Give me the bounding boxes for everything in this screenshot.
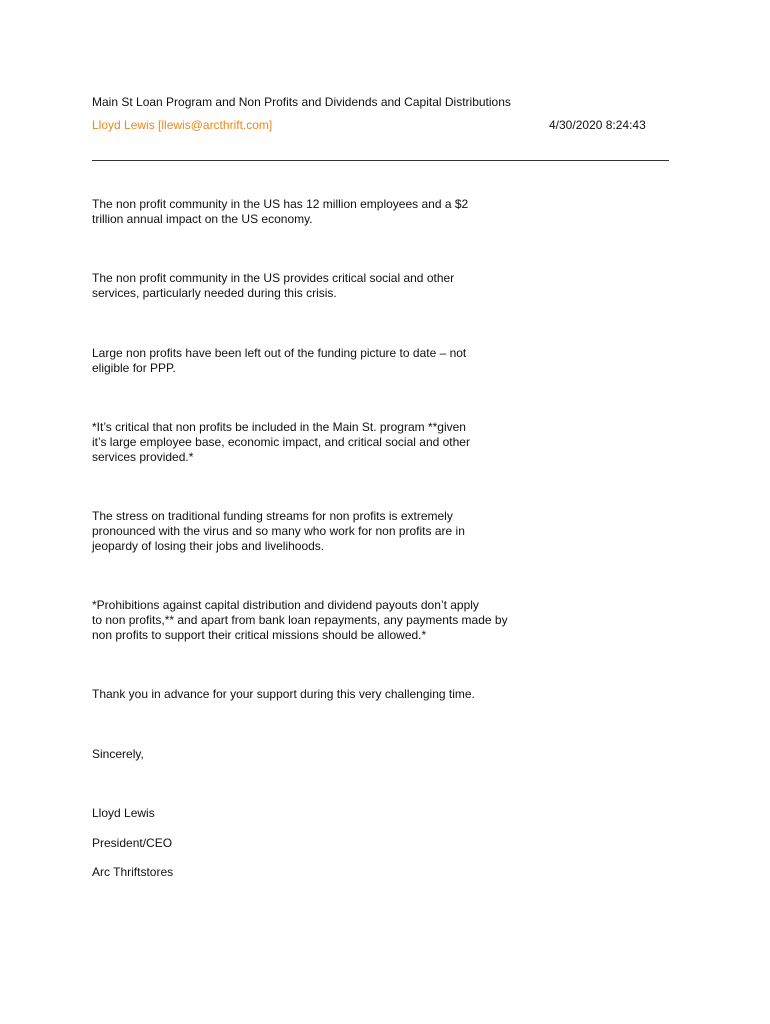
header-divider-end <box>567 160 669 161</box>
body-paragraph-1: The non profit community in the US has 12 million employees and a $2 trillion annual impact on the US economy. <box>92 197 469 226</box>
body-paragraph-4: *It’s critical that non profits be included in the Main St. program **given it’s large employee base, economic impact, and critical social and other services provided.* <box>92 420 470 464</box>
signature-organization: Arc Thriftstores <box>92 865 174 879</box>
body-paragraph-5: The stress on traditional funding streams for non profits is extremely pronounced with the virus and so many who work for non profits are in jeopardy of losing their jobs and livelihoods. <box>92 509 465 553</box>
signature-name: Lloyd Lewis <box>92 806 155 820</box>
email-subject: Main St Loan Program and Non Profits and Dividends and Capital Distributions <box>92 95 511 109</box>
body-paragraph-7: Thank you in advance for your support during this very challenging time. <box>92 687 475 701</box>
body-paragraph-6: *Prohibitions against capital distribution and dividend payouts don’t apply to non profits,** and apart from bank loan repayments, any payments made by non profits to support their critical missions should be allowed.* <box>92 598 508 642</box>
signature-title: President/CEO <box>92 836 173 850</box>
body-paragraph-2: The non profit community in the US provides critical social and other services, particularly needed during this crisis. <box>92 271 455 300</box>
closing-line: Sincerely, <box>92 747 144 761</box>
email-timestamp: 4/30/2020 8:24:43 <box>549 118 646 132</box>
email-sender-link[interactable]: Lloyd Lewis [llewis@arcthrift.com] <box>92 118 273 132</box>
header-divider <box>92 160 568 161</box>
body-paragraph-3: Large non profits have been left out of the funding picture to date – not eligible for PPP. <box>92 346 467 375</box>
